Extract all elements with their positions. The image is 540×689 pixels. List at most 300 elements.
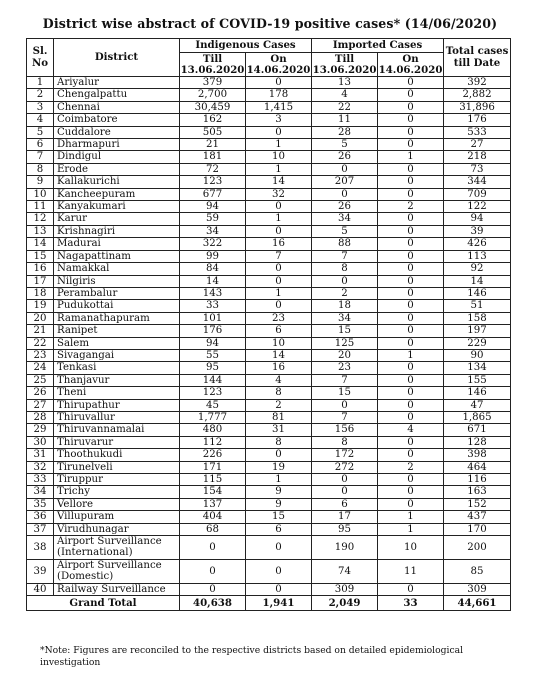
table-row	[27, 163, 511, 175]
total-cases-cell: 671	[444, 424, 511, 436]
page-title: District wise abstract of COVID-19 positive cases* (14/06/2020)	[42, 16, 498, 31]
total-cases-cell: 31,896	[444, 101, 511, 113]
total-cases-cell: 426	[444, 238, 511, 250]
table-row	[27, 436, 511, 448]
footnote: *Note: Figures are reconciled to the respective districts based on detailed epidemiological investigation	[40, 645, 464, 668]
sl-no-cell: 18	[27, 287, 54, 299]
imported-on-cell: 0	[378, 486, 444, 498]
covid-cases-table	[26, 38, 511, 611]
district-cell: Thirupathur	[54, 399, 180, 411]
indigenous-on-cell: 0	[246, 300, 312, 312]
total-cases-cell: 146	[444, 387, 511, 399]
imported-till-cell: 7	[312, 250, 378, 262]
imported-till-cell: 0	[312, 474, 378, 486]
indigenous-on-cell: 0	[246, 536, 312, 560]
indigenous-till-cell: 1,777	[180, 411, 246, 423]
sl-no-cell: 10	[27, 188, 54, 200]
sl-no-cell: 27	[27, 399, 54, 411]
total-cases-cell: 344	[444, 176, 511, 188]
total-cases-cell: 1,865	[444, 411, 511, 423]
district-cell: Dharmapuri	[54, 139, 180, 151]
district-cell: Krishnagiri	[54, 225, 180, 237]
district-cell: Tiruppur	[54, 474, 180, 486]
total-cases-cell: 128	[444, 436, 511, 448]
imported-on-cell: 0	[378, 312, 444, 324]
indigenous-on-cell: 1	[246, 287, 312, 299]
indigenous-till-cell: 45	[180, 399, 246, 411]
header-district: District	[54, 39, 180, 77]
total-cases-cell: 92	[444, 263, 511, 275]
sl-no-cell: 29	[27, 424, 54, 436]
sl-no-cell: 12	[27, 213, 54, 225]
indigenous-till-cell: 505	[180, 126, 246, 138]
total-cases-cell: 47	[444, 399, 511, 411]
grand-total-indigenous-till: 40,638	[180, 596, 246, 611]
imported-on-cell: 0	[378, 474, 444, 486]
district-cell: Thiruvallur	[54, 411, 180, 423]
sl-no-cell: 5	[27, 126, 54, 138]
district-cell: Kallakurichi	[54, 176, 180, 188]
table-row	[27, 560, 511, 584]
indigenous-till-cell: 162	[180, 114, 246, 126]
table-row	[27, 536, 511, 560]
indigenous-on-cell: 0	[246, 584, 312, 596]
sl-no-cell: 14	[27, 238, 54, 250]
table-row	[27, 486, 511, 498]
sl-no-cell: 15	[27, 250, 54, 262]
imported-on-cell: 0	[378, 126, 444, 138]
table-row	[27, 300, 511, 312]
imported-till-cell: 34	[312, 213, 378, 225]
imported-on-cell: 2	[378, 461, 444, 473]
sl-no-cell: 6	[27, 139, 54, 151]
sl-no-cell: 13	[27, 225, 54, 237]
indigenous-on-cell: 8	[246, 436, 312, 448]
indigenous-till-cell: 123	[180, 387, 246, 399]
imported-on-cell: 0	[378, 213, 444, 225]
total-cases-cell: 39	[444, 225, 511, 237]
imported-on-cell: 0	[378, 238, 444, 250]
sl-no-cell: 24	[27, 362, 54, 374]
indigenous-on-cell: 81	[246, 411, 312, 423]
sl-no-cell: 19	[27, 300, 54, 312]
indigenous-on-cell: 6	[246, 523, 312, 535]
indigenous-on-cell: 7	[246, 250, 312, 262]
indigenous-till-cell: 322	[180, 238, 246, 250]
indigenous-till-cell: 30,459	[180, 101, 246, 113]
imported-till-cell: 7	[312, 411, 378, 423]
imported-till-cell: 2	[312, 287, 378, 299]
imported-till-cell: 156	[312, 424, 378, 436]
table-row	[27, 275, 511, 287]
district-cell: Coimbatore	[54, 114, 180, 126]
imported-on-cell: 0	[378, 250, 444, 262]
indigenous-on-cell: 0	[246, 77, 312, 89]
district-cell: Chennai	[54, 101, 180, 113]
imported-on-cell: 0	[378, 300, 444, 312]
imported-on-cell: 0	[378, 399, 444, 411]
imported-till-cell: 4	[312, 89, 378, 101]
indigenous-on-cell: 15	[246, 511, 312, 523]
indigenous-on-cell: 1	[246, 213, 312, 225]
sl-no-cell: 16	[27, 263, 54, 275]
total-cases-cell: 51	[444, 300, 511, 312]
indigenous-till-cell: 14	[180, 275, 246, 287]
total-cases-cell: 134	[444, 362, 511, 374]
imported-till-cell: 8	[312, 436, 378, 448]
sl-no-cell: 25	[27, 374, 54, 386]
district-cell: Kancheepuram	[54, 188, 180, 200]
sl-no-cell: 33	[27, 474, 54, 486]
imported-till-cell: 15	[312, 325, 378, 337]
indigenous-on-cell: 9	[246, 498, 312, 510]
district-cell: Thiruvannamalai	[54, 424, 180, 436]
total-cases-cell: 2,882	[444, 89, 511, 101]
imported-till-cell: 190	[312, 536, 378, 560]
header-imported-on: On 14.06.2020	[378, 52, 443, 76]
imported-on-cell: 0	[378, 176, 444, 188]
indigenous-till-cell: 379	[180, 77, 246, 89]
indigenous-on-cell: 10	[246, 151, 312, 163]
indigenous-till-cell: 34	[180, 225, 246, 237]
indigenous-on-cell: 19	[246, 461, 312, 473]
imported-till-cell: 7	[312, 374, 378, 386]
district-cell: Vellore	[54, 498, 180, 510]
sl-no-cell: 34	[27, 486, 54, 498]
sl-no-cell: 26	[27, 387, 54, 399]
imported-on-cell: 1	[378, 523, 444, 535]
district-cell: Salem	[54, 337, 180, 349]
header-sl-no: Sl. No	[27, 39, 54, 77]
indigenous-on-cell: 16	[246, 238, 312, 250]
indigenous-on-cell: 8	[246, 387, 312, 399]
indigenous-on-cell: 9	[246, 486, 312, 498]
header-total-cases: Total cases till Date	[444, 39, 511, 77]
imported-on-cell: 0	[378, 584, 444, 596]
indigenous-on-cell: 14	[246, 349, 312, 361]
district-cell: Ramanathapuram	[54, 312, 180, 324]
sl-no-cell: 7	[27, 151, 54, 163]
table-row	[27, 424, 511, 436]
sl-no-cell: 20	[27, 312, 54, 324]
table-row	[27, 511, 511, 523]
indigenous-on-cell: 31	[246, 424, 312, 436]
imported-till-cell: 88	[312, 238, 378, 250]
total-cases-cell: 163	[444, 486, 511, 498]
header-indigenous-on: On 14.06.2020	[246, 52, 311, 76]
table-row	[27, 201, 511, 213]
district-cell: Villupuram	[54, 511, 180, 523]
district-cell: Tenkasi	[54, 362, 180, 374]
indigenous-on-cell: 3	[246, 114, 312, 126]
total-cases-cell: 398	[444, 449, 511, 461]
imported-on-cell: 0	[378, 89, 444, 101]
grand-total-indigenous-on: 1,941	[246, 596, 312, 611]
table-row	[27, 449, 511, 461]
indigenous-till-cell: 123	[180, 176, 246, 188]
indigenous-on-cell: 178	[246, 89, 312, 101]
table-row	[27, 498, 511, 510]
imported-on-cell: 0	[378, 101, 444, 113]
total-cases-cell: 152	[444, 498, 511, 510]
total-cases-cell: 437	[444, 511, 511, 523]
indigenous-on-cell: 23	[246, 312, 312, 324]
imported-till-cell: 15	[312, 387, 378, 399]
indigenous-till-cell: 95	[180, 362, 246, 374]
district-cell: Chengalpattu	[54, 89, 180, 101]
sl-no-cell: 9	[27, 176, 54, 188]
indigenous-on-cell: 6	[246, 325, 312, 337]
imported-on-cell: 10	[378, 536, 444, 560]
imported-till-cell: 0	[312, 163, 378, 175]
imported-till-cell: 34	[312, 312, 378, 324]
sl-no-cell: 3	[27, 101, 54, 113]
total-cases-cell: 116	[444, 474, 511, 486]
indigenous-on-cell: 2	[246, 399, 312, 411]
district-cell: Thoothukudi	[54, 449, 180, 461]
total-cases-cell: 392	[444, 77, 511, 89]
district-cell: Tirunelveli	[54, 461, 180, 473]
total-cases-cell: 176	[444, 114, 511, 126]
indigenous-on-cell: 1	[246, 474, 312, 486]
imported-till-cell: 74	[312, 560, 378, 584]
sl-no-cell: 31	[27, 449, 54, 461]
imported-on-cell: 0	[378, 225, 444, 237]
indigenous-till-cell: 72	[180, 163, 246, 175]
district-cell: Trichy	[54, 486, 180, 498]
district-cell: Thiruvarur	[54, 436, 180, 448]
district-cell: Karur	[54, 213, 180, 225]
table-row	[27, 77, 511, 89]
district-cell: Thanjavur	[54, 374, 180, 386]
total-cases-cell: 464	[444, 461, 511, 473]
indigenous-on-cell: 0	[246, 275, 312, 287]
total-cases-cell: 218	[444, 151, 511, 163]
total-cases-cell: 158	[444, 312, 511, 324]
table-row	[27, 114, 511, 126]
district-cell: Kanyakumari	[54, 201, 180, 213]
table-header	[27, 39, 511, 77]
grand-total-imported-on: 33	[378, 596, 444, 611]
total-cases-cell: 229	[444, 337, 511, 349]
indigenous-till-cell: 21	[180, 139, 246, 151]
sl-no-cell: 36	[27, 511, 54, 523]
sl-no-cell: 17	[27, 275, 54, 287]
indigenous-till-cell: 404	[180, 511, 246, 523]
header-imported-till: Till 13.06.2020	[312, 52, 377, 76]
imported-on-cell: 0	[378, 287, 444, 299]
indigenous-on-cell: 0	[246, 201, 312, 213]
sl-no-cell: 2	[27, 89, 54, 101]
district-cell: Theni	[54, 387, 180, 399]
table-row	[27, 263, 511, 275]
imported-on-cell: 1	[378, 511, 444, 523]
indigenous-on-cell: 1,415	[246, 101, 312, 113]
imported-till-cell: 207	[312, 176, 378, 188]
indigenous-till-cell: 101	[180, 312, 246, 324]
indigenous-till-cell: 181	[180, 151, 246, 163]
table-row	[27, 312, 511, 324]
header-indigenous-till: Till 13.06.2020	[180, 52, 245, 76]
indigenous-till-cell: 33	[180, 300, 246, 312]
table-row	[27, 523, 511, 535]
table-row	[27, 126, 511, 138]
sl-no-cell: 40	[27, 584, 54, 596]
indigenous-till-cell: 154	[180, 486, 246, 498]
indigenous-till-cell: 144	[180, 374, 246, 386]
district-cell: Virudhunagar	[54, 523, 180, 535]
table-row	[27, 461, 511, 473]
imported-till-cell: 5	[312, 139, 378, 151]
sl-no-cell: 39	[27, 560, 54, 584]
table-row	[27, 387, 511, 399]
total-cases-cell: 73	[444, 163, 511, 175]
indigenous-on-cell: 14	[246, 176, 312, 188]
imported-till-cell: 0	[312, 188, 378, 200]
imported-till-cell: 22	[312, 101, 378, 113]
imported-till-cell: 23	[312, 362, 378, 374]
indigenous-till-cell: 0	[180, 584, 246, 596]
indigenous-till-cell: 112	[180, 436, 246, 448]
indigenous-till-cell: 94	[180, 337, 246, 349]
table-row	[27, 337, 511, 349]
total-cases-cell: 94	[444, 213, 511, 225]
imported-on-cell: 0	[378, 139, 444, 151]
imported-on-cell: 0	[378, 114, 444, 126]
imported-till-cell: 6	[312, 498, 378, 510]
imported-on-cell: 0	[378, 498, 444, 510]
table-row	[27, 325, 511, 337]
table-row	[27, 188, 511, 200]
sl-no-cell: 11	[27, 201, 54, 213]
district-cell: Dindigul	[54, 151, 180, 163]
imported-till-cell: 0	[312, 275, 378, 287]
imported-till-cell: 13	[312, 77, 378, 89]
indigenous-till-cell: 480	[180, 424, 246, 436]
imported-till-cell: 28	[312, 126, 378, 138]
total-cases-cell: 200	[444, 536, 511, 560]
indigenous-on-cell: 0	[246, 263, 312, 275]
indigenous-till-cell: 2,700	[180, 89, 246, 101]
indigenous-till-cell: 0	[180, 560, 246, 584]
district-cell: Ranipet	[54, 325, 180, 337]
district-cell: Nilgiris	[54, 275, 180, 287]
imported-on-cell: 0	[378, 374, 444, 386]
header-imported-cases: Imported Cases	[312, 39, 444, 53]
imported-till-cell: 26	[312, 201, 378, 213]
sl-no-cell: 37	[27, 523, 54, 535]
imported-till-cell: 0	[312, 486, 378, 498]
imported-till-cell: 11	[312, 114, 378, 126]
total-cases-cell: 533	[444, 126, 511, 138]
table-row	[27, 349, 511, 361]
grand-total-label: Grand Total	[27, 596, 180, 611]
district-cell: Erode	[54, 163, 180, 175]
sl-no-cell: 1	[27, 77, 54, 89]
district-cell: Nagapattinam	[54, 250, 180, 262]
table-row	[27, 474, 511, 486]
total-cases-cell: 85	[444, 560, 511, 584]
sl-no-cell: 32	[27, 461, 54, 473]
district-cell: Airport Surveillance (Domestic)	[54, 560, 180, 584]
imported-on-cell: 0	[378, 411, 444, 423]
grand-total-row	[27, 596, 511, 611]
district-cell: Perambalur	[54, 287, 180, 299]
table-row	[27, 176, 511, 188]
imported-on-cell: 11	[378, 560, 444, 584]
table-row	[27, 584, 511, 596]
indigenous-till-cell: 0	[180, 536, 246, 560]
imported-till-cell: 0	[312, 399, 378, 411]
district-cell: Railway Surveillance	[54, 584, 180, 596]
sl-no-cell: 38	[27, 536, 54, 560]
table-row	[27, 250, 511, 262]
district-cell: Ariyalur	[54, 77, 180, 89]
district-cell: Sivagangai	[54, 349, 180, 361]
indigenous-on-cell: 1	[246, 139, 312, 151]
imported-on-cell: 0	[378, 263, 444, 275]
indigenous-on-cell: 32	[246, 188, 312, 200]
imported-on-cell: 2	[378, 201, 444, 213]
imported-on-cell: 1	[378, 349, 444, 361]
imported-till-cell: 272	[312, 461, 378, 473]
indigenous-on-cell: 10	[246, 337, 312, 349]
table-row	[27, 225, 511, 237]
imported-on-cell: 0	[378, 77, 444, 89]
total-cases-cell: 27	[444, 139, 511, 151]
table-body	[27, 77, 511, 596]
total-cases-cell: 309	[444, 584, 511, 596]
indigenous-on-cell: 0	[246, 225, 312, 237]
imported-till-cell: 125	[312, 337, 378, 349]
imported-on-cell: 0	[378, 325, 444, 337]
indigenous-till-cell: 55	[180, 349, 246, 361]
table-row	[27, 374, 511, 386]
indigenous-till-cell: 94	[180, 201, 246, 213]
indigenous-till-cell: 677	[180, 188, 246, 200]
total-cases-cell: 709	[444, 188, 511, 200]
imported-on-cell: 0	[378, 387, 444, 399]
district-cell: Airport Surveillance (International)	[54, 536, 180, 560]
imported-on-cell: 0	[378, 362, 444, 374]
total-cases-cell: 14	[444, 275, 511, 287]
sl-no-cell: 8	[27, 163, 54, 175]
imported-till-cell: 17	[312, 511, 378, 523]
indigenous-on-cell: 0	[246, 560, 312, 584]
imported-on-cell: 0	[378, 275, 444, 287]
district-cell: Namakkal	[54, 263, 180, 275]
total-cases-cell: 122	[444, 201, 511, 213]
table-row	[27, 238, 511, 250]
imported-on-cell: 0	[378, 449, 444, 461]
indigenous-till-cell: 99	[180, 250, 246, 262]
indigenous-on-cell: 16	[246, 362, 312, 374]
indigenous-till-cell: 115	[180, 474, 246, 486]
imported-on-cell: 0	[378, 337, 444, 349]
indigenous-on-cell: 4	[246, 374, 312, 386]
indigenous-on-cell: 1	[246, 163, 312, 175]
indigenous-till-cell: 59	[180, 213, 246, 225]
district-cell: Madurai	[54, 238, 180, 250]
total-cases-cell: 90	[444, 349, 511, 361]
district-cell: Cuddalore	[54, 126, 180, 138]
table-row	[27, 89, 511, 101]
district-cell: Pudukottai	[54, 300, 180, 312]
grand-total-cases: 44,661	[444, 596, 511, 611]
table-row	[27, 362, 511, 374]
indigenous-till-cell: 171	[180, 461, 246, 473]
sl-no-cell: 23	[27, 349, 54, 361]
